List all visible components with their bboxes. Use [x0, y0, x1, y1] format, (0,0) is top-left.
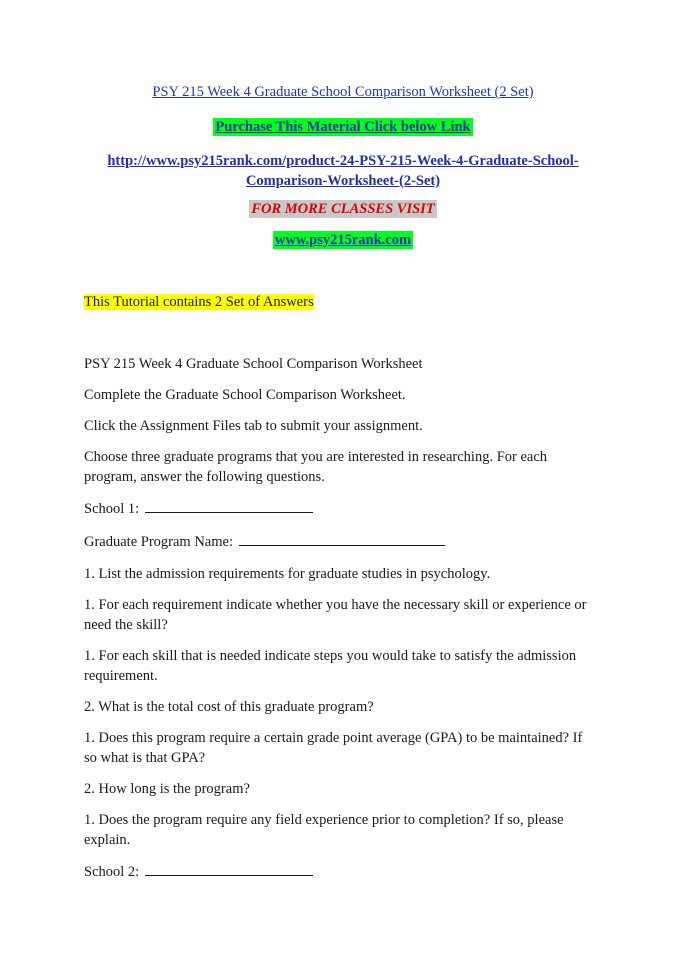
question-gpa-line1: 1. Does this program require a certain grade point average (GPA) to be maintained? If — [84, 730, 583, 746]
school2-line — [84, 861, 604, 882]
question-requirement-line1: 1. For each requirement indicate whether you have the necessary skill or experience or — [84, 597, 587, 613]
question-requirement-line2: need the skill? — [84, 617, 168, 633]
product-url-link-part1[interactable]: http://www.psy215rank.com/product-24-PSY-215-Week-4-Graduate-School- — [107, 153, 579, 169]
question-skill-line2: requirement. — [84, 668, 158, 684]
question-length: 2. How long is the program? — [84, 781, 250, 797]
site-link[interactable]: www.psy215rank.com — [274, 232, 412, 248]
question-cost: 2. What is the total cost of this graduate program? — [84, 699, 374, 715]
title-link[interactable]: PSY 215 Week 4 Graduate School Comparison Worksheet (2 Set) — [152, 84, 534, 100]
paragraph-choose-line2: program, answer the following questions. — [84, 469, 325, 485]
purchase-line — [0, 117, 686, 137]
school1-blank — [145, 498, 313, 513]
url-line-2 — [0, 171, 686, 191]
product-url-link-part2[interactable]: Comparison-Worksheet-(2-Set) — [245, 173, 441, 189]
paragraph-submit: Click the Assignment Files tab to submit your assignment. — [84, 418, 423, 434]
question-admission: 1. List the admission requirements for graduate studies in psychology. — [84, 566, 491, 582]
more-classes-line — [0, 199, 686, 219]
question-field-line1: 1. Does the program require any field experience prior to completion? If so, please — [84, 812, 564, 828]
school2-blank — [145, 861, 313, 876]
worksheet-heading: PSY 215 Week 4 Graduate School Comparison Worksheet — [84, 356, 423, 372]
title-line — [0, 82, 686, 102]
school1-line — [84, 498, 604, 519]
question-field-line2: explain. — [84, 832, 131, 848]
question-skill-line1: 1. For each skill that is needed indicate steps you would take to satisfy the admission — [84, 648, 577, 664]
question-gpa-line2: so what is that GPA? — [84, 750, 206, 766]
school2-label: School 2: — [84, 864, 140, 880]
tutorial-note: This Tutorial contains 2 Set of Answers — [84, 294, 314, 310]
url-line-1 — [0, 151, 686, 171]
paragraph-choose-line1: Choose three graduate programs that you are interested in researching. For each — [84, 449, 548, 465]
tutorial-note-line — [84, 292, 604, 312]
program-name-label: Graduate Program Name: — [84, 534, 233, 550]
program-name-blank — [239, 531, 445, 546]
paragraph-complete: Complete the Graduate School Comparison Worksheet. — [84, 387, 406, 403]
more-classes-text: FOR MORE CLASSES VISIT — [251, 201, 435, 217]
purchase-link[interactable]: Purchase This Material Click below Link — [215, 119, 471, 135]
school1-label: School 1: — [84, 501, 140, 517]
program-name-line — [84, 531, 604, 552]
site-link-line — [0, 230, 686, 250]
